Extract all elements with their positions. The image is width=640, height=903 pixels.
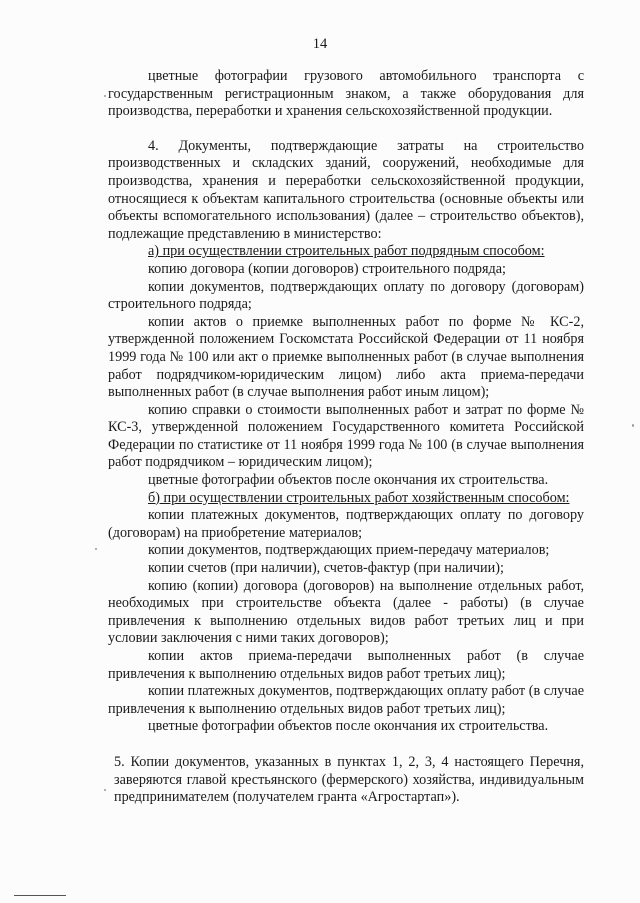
paragraph-heading xyxy=(108,490,584,508)
paragraph: копии документов, подтверждающих оплату по договору (договорам) строительного подряда; xyxy=(108,278,584,313)
scan-speck xyxy=(95,548,97,550)
paragraph-gap xyxy=(108,121,584,138)
scan-speck xyxy=(104,789,106,791)
paragraph: копию (копии) договора (договоров) на выполнение отдельных работ, необходимых при строительстве объекта (далее - работы) (в случае привлечения к выполнению отдельных видов работ третьих лиц и при условии заключения с ними таких договоров); xyxy=(108,577,584,647)
underlined-heading: а) при осуществлении строительных работ подрядным способом: xyxy=(148,243,545,260)
page-number: 14 xyxy=(312,36,328,52)
paragraph: копии актов приема-передачи выполненных работ (в случае привлечения к выполнению отдельных видов работ третьих лиц); xyxy=(108,648,584,682)
paragraph: цветные фотографии объектов после окончания их строительства. xyxy=(148,472,549,489)
paragraph: копию договора (копии договоров) строительного подряда; xyxy=(148,260,507,277)
paragraph: копии платежных документов, подтверждающих оплату по договору (договорам) на приобретение материалов; xyxy=(108,507,584,541)
paragraph: 5. Копии документов, указанных в пунктах 1, 2, 3, 4 настоящего Перечня, заверяются главой крестьянского (фермерского) хозяйства, индивидуальным предпринимателем (получателем гранта «Агростартап»). xyxy=(114,753,584,806)
footnote-rule xyxy=(14,895,66,896)
paragraph: копии счетов (при наличии), счетов-фактур (при наличии); xyxy=(148,560,504,577)
paragraph: копию справки о стоимости выполненных работ и затрат по форме № КС-3, утвержденной положением Государственного комитета Российской Федерации по статистике от 11 ноября 1999 года № 100 (в случае выполнения работ подрядчиком – юридическим лицом); xyxy=(108,401,584,471)
scan-speck xyxy=(632,424,634,427)
document-body xyxy=(108,68,584,807)
paragraph: копии актов о приемке выполненных работ по форме № КС-2, утвержденной положением Госкомстата Российской Федерации от 11 ноября 1999 года № 100 или акт о приемке выполненных работ (в случае выполнения работ подрядчиком-юридическим лицом) либо акта приема-передачи выполненных работ (в случае выполнения работ иным лицом); xyxy=(108,313,584,401)
paragraph: 4. Документы, подтверждающие затраты на строительство производственных и складских зданий, сооружений, необходимые для производства, хранения и переработки сельскохозяйственной продукции, относящиеся к объектам капитального строительства (основные объекты или объекты вспомогательного использования) (далее – строительство объектов), подлежащие представлению в министерство: xyxy=(108,137,584,242)
scan-speck xyxy=(104,95,106,97)
paragraph-gap xyxy=(108,736,584,754)
paragraph: копии документов, подтверждающих прием-передачу материалов; xyxy=(148,542,550,559)
paragraph: копии платежных документов, подтверждающих оплату работ (в случае привлечения к выполнению отдельных видов работ третьих лиц); xyxy=(108,683,584,717)
paragraph-heading xyxy=(108,243,584,261)
underlined-heading: б) при осуществлении строительных работ хозяйственным способом: xyxy=(148,489,570,506)
paragraph: цветные фотографии объектов после окончания их строительства. xyxy=(148,718,549,735)
paragraph: цветные фотографии грузового автомобильного транспорта с государственным регистрационным знаком, а также оборудования для производства, переработки и хранения сельскохозяйственной продукции. xyxy=(108,68,584,120)
